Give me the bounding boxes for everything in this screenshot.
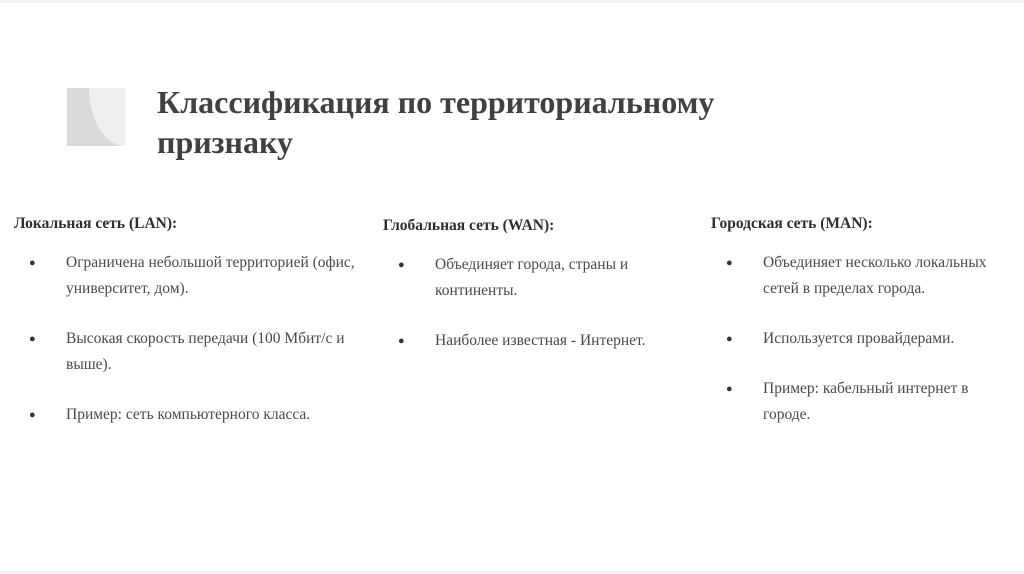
- bullet-icon: ●: [398, 335, 405, 347]
- bullet-icon: ●: [29, 409, 36, 421]
- bullet-icon: ●: [726, 333, 733, 345]
- column-man: [711, 213, 1016, 452]
- list-item: [711, 376, 1016, 428]
- slide-title-line-2: признаку: [157, 124, 293, 160]
- list-item: [14, 402, 364, 428]
- column-heading: Городская сеть (MAN):: [711, 215, 873, 232]
- bullet-icon: ●: [29, 257, 36, 269]
- list-item: [383, 328, 693, 354]
- list-item-text: Наиболее известная - Интернет.: [435, 332, 646, 349]
- list-item: [14, 250, 364, 302]
- list-item-text: Высокая скорость передачи (100 Мбит/с и выше).: [66, 330, 345, 373]
- list-item-text: Объединяет города, страны и континенты.: [435, 256, 629, 299]
- list-item: [14, 326, 364, 378]
- bullet-icon: ●: [726, 257, 733, 269]
- list-item-text: Пример: сеть компьютерного класса.: [66, 406, 311, 423]
- quarter-circle-decoration: [67, 88, 125, 146]
- list-item-text: Пример: кабельный интернет в городе.: [763, 380, 969, 423]
- column-heading: Локальная сеть (LAN):: [14, 215, 178, 232]
- top-divider: [0, 0, 1024, 3]
- bullet-list: [711, 250, 1016, 428]
- list-item-text: Используется провайдерами.: [763, 330, 955, 347]
- list-item-text: Ограничена небольшой территорией (офис, университет, дом).: [66, 254, 355, 297]
- list-item: [383, 252, 693, 304]
- slide-title-line-1: Классификация по территориальному: [157, 84, 715, 120]
- list-item-text: Объединяет несколько локальных сетей в пределах города.: [763, 254, 987, 297]
- bullet-icon: ●: [29, 333, 36, 345]
- bullet-list: [14, 250, 364, 428]
- bullet-icon: ●: [726, 383, 733, 395]
- slide-title: [157, 82, 857, 162]
- bullet-list: [383, 252, 693, 354]
- bullet-icon: ●: [398, 259, 405, 271]
- column-lan: [14, 213, 364, 452]
- list-item: [711, 326, 1016, 352]
- list-item: [711, 250, 1016, 302]
- column-heading: Глобальная сеть (WAN):: [383, 217, 555, 234]
- column-wan: [383, 215, 693, 378]
